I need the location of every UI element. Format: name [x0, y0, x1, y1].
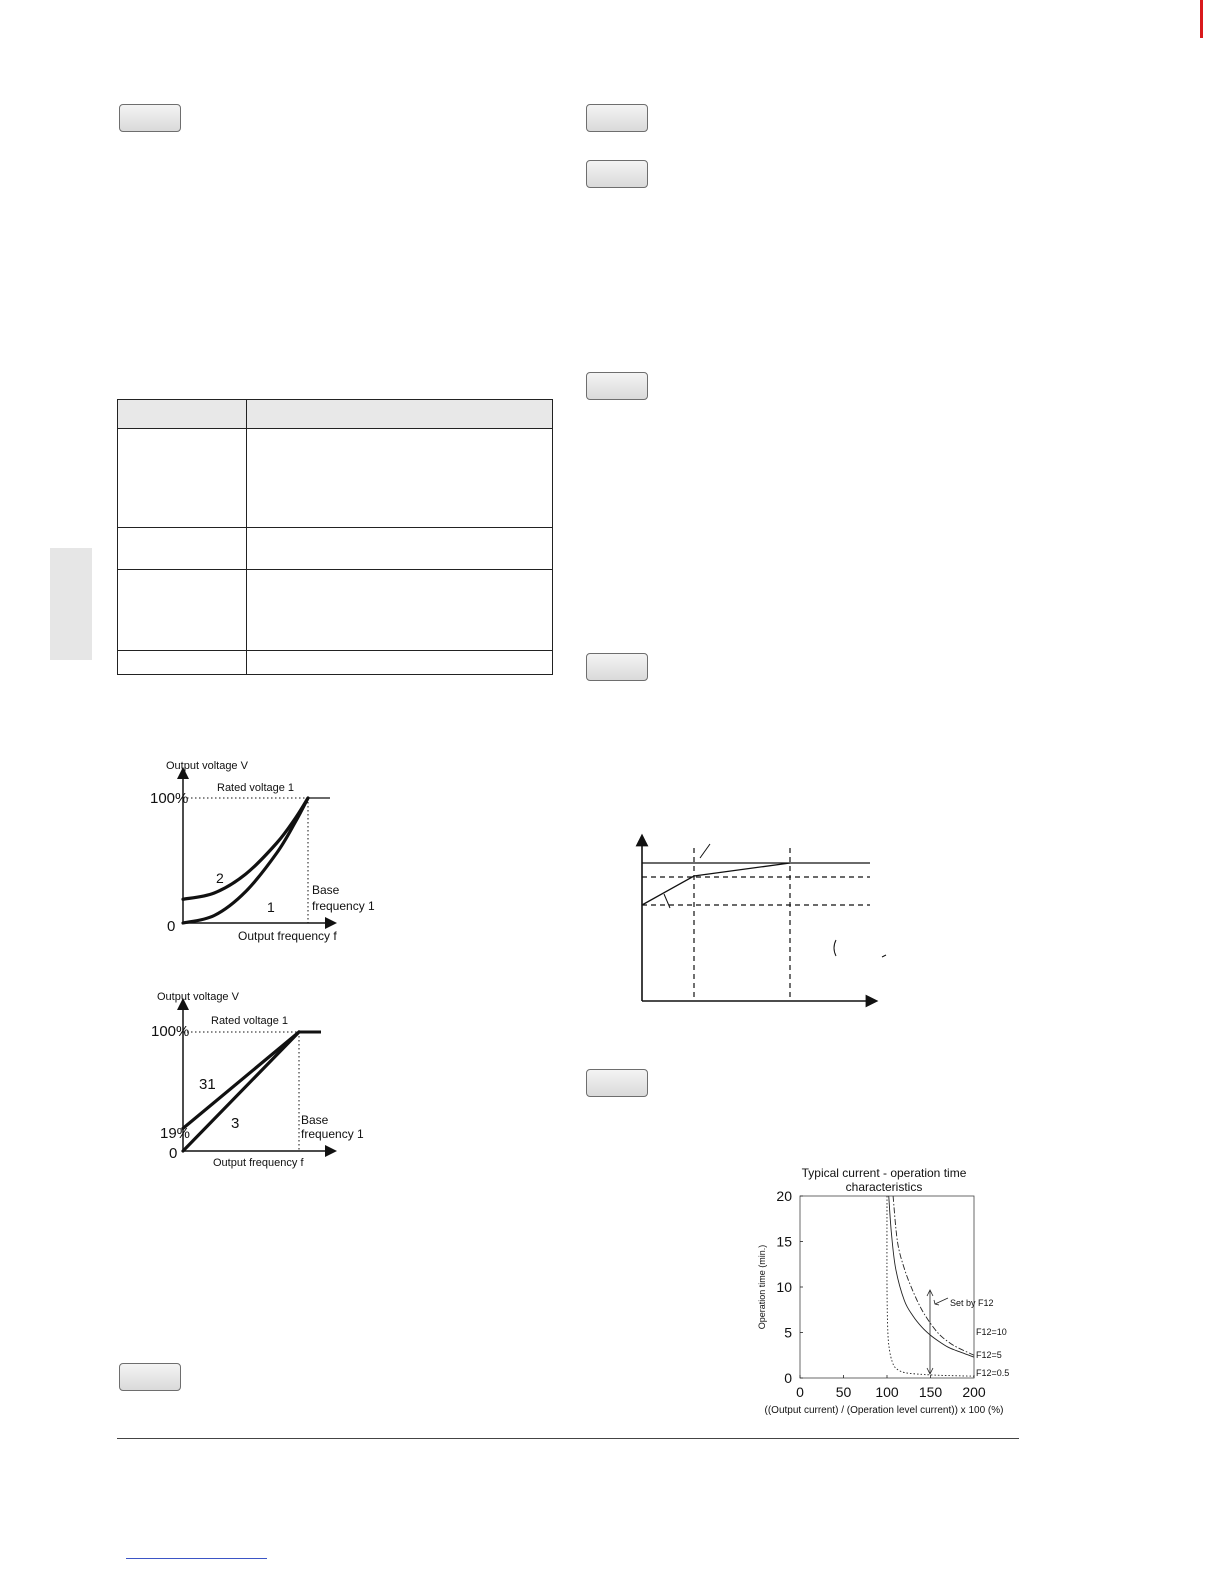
vf-curve-1 — [183, 798, 308, 923]
y-top-label: 100% — [151, 1023, 190, 1040]
table-cell — [247, 651, 553, 675]
series-label: F12=10 — [976, 1327, 1007, 1337]
curve-label-3: 3 — [231, 1115, 240, 1132]
table-header-cell — [247, 400, 553, 429]
brace-mark — [834, 940, 836, 956]
pointer-line — [664, 894, 670, 908]
y-axis-label: Output voltage V — [157, 991, 239, 1003]
y-tick-label: 0 — [784, 1370, 792, 1386]
tick-mark — [882, 955, 886, 957]
y-axis-label: Operation time (min.) — [757, 1244, 767, 1330]
origin-label: 0 — [167, 918, 176, 935]
parameter-tag — [119, 1363, 181, 1391]
base-frequency-label: frequency 1 — [312, 899, 375, 913]
parameter-tag — [586, 160, 648, 188]
y-tick-label: 10 — [776, 1279, 792, 1295]
rated-voltage-label: Rated voltage 1 — [217, 782, 295, 794]
x-axis-label: Output frequency f — [238, 929, 337, 943]
table-cell — [118, 528, 247, 570]
chart-title: characteristics — [845, 1180, 923, 1194]
rated-voltage-label: Rated voltage 1 — [211, 1015, 289, 1027]
x-axis-label: ((Output current) / (Operation level current)) x 100 (%) — [764, 1405, 1004, 1416]
x-tick-label: 50 — [835, 1384, 852, 1400]
table-cell — [118, 651, 247, 675]
curve-label-2: 2 — [216, 870, 224, 886]
x-tick-label: 150 — [918, 1384, 943, 1400]
vf-linear-chart — [145, 988, 395, 1173]
origin-label: 0 — [169, 1145, 178, 1162]
parameter-tag — [586, 104, 648, 132]
chart-title: Typical current - operation time — [801, 1166, 967, 1180]
characteristic-diagram — [630, 832, 890, 1012]
series-line-F12=5 — [889, 1196, 974, 1357]
characteristic-curve — [642, 863, 790, 905]
table-cell — [247, 429, 553, 528]
annotation-pointer — [935, 1298, 948, 1304]
curve-label-31: 31 — [199, 1076, 216, 1093]
y-top-label: 100% — [150, 790, 189, 807]
table-row — [118, 570, 553, 651]
parameter-tag — [119, 104, 181, 132]
table-cell — [247, 570, 553, 651]
series-label: F12=5 — [976, 1350, 1002, 1360]
parameter-tag — [586, 653, 648, 681]
series-label: F12=0.5 — [976, 1368, 1010, 1378]
table-cell — [118, 429, 247, 528]
table-row — [118, 429, 553, 528]
footer-link-underline — [126, 1558, 267, 1559]
parameter-tag — [586, 372, 648, 400]
table-header-row — [118, 400, 553, 429]
curve-label-1: 1 — [267, 899, 275, 915]
x-tick-label: 200 — [962, 1384, 986, 1400]
y-axis-label: Output voltage V — [166, 760, 248, 772]
settings-table — [117, 399, 553, 675]
base-frequency-label: Base — [312, 883, 340, 897]
annotation-label: Set by F12 — [950, 1298, 994, 1308]
chapter-side-tab — [50, 548, 92, 660]
footer-rule — [117, 1438, 1019, 1439]
parameter-tag — [586, 1069, 648, 1097]
table-cell — [247, 528, 553, 570]
y-tick-label: 20 — [776, 1188, 792, 1204]
table-row — [118, 651, 553, 675]
x-tick-label: 100 — [875, 1384, 899, 1400]
boost-label: 19% — [160, 1125, 191, 1142]
vf-square-chart — [145, 755, 395, 945]
base-frequency-label: Base — [301, 1113, 329, 1127]
series-line-F12=10 — [893, 1196, 974, 1355]
vf-curve-2 — [183, 798, 308, 899]
x-tick-label: 0 — [796, 1384, 804, 1400]
table-cell — [118, 570, 247, 651]
y-tick-label: 5 — [784, 1324, 792, 1341]
pointer-line — [700, 844, 710, 858]
table-row — [118, 528, 553, 570]
thermal-characteristic-chart — [750, 1162, 1025, 1422]
x-axis-label: Output frequency f — [213, 1157, 304, 1169]
base-frequency-label: frequency 1 — [301, 1127, 364, 1141]
crop-mark — [1200, 0, 1203, 38]
y-tick-label: 15 — [776, 1233, 792, 1250]
table-header-cell — [118, 400, 247, 429]
